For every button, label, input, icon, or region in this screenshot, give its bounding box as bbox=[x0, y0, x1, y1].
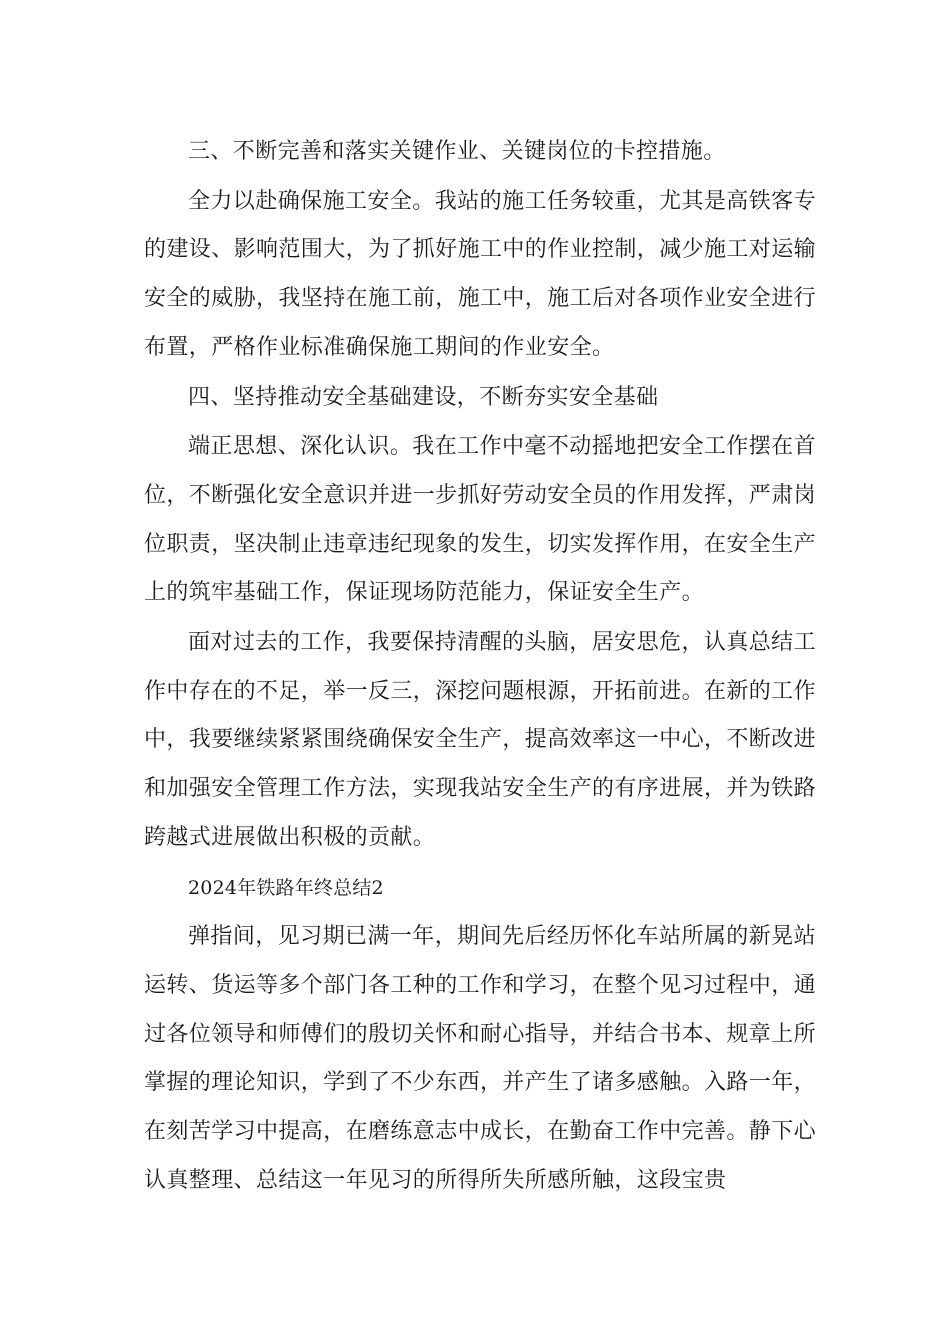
section-heading-3: 三、不断完善和落实关键作业、关键岗位的卡控措施。 bbox=[188, 139, 726, 164]
body-paragraph: 端正思想、深化认识。我在工作中毫不动摇地把安全工作摆在首位，不断强化安全意识并进一步抓好劳动安全员的作用发挥，严肃岗位职责，坚决制止违章违纪现象的发生，切实发挥作用，在安全生产上的筑牢基础工作，保证现场防范能力，保证安全生产。 bbox=[144, 434, 817, 606]
body-paragraph: 全力以赴确保施工安全。我站的施工任务较重，尤其是高铁客专的建设、影响范围大，为了抓好施工中的作业控制，减少施工对运输安全的威胁，我坚持在施工前，施工中，施工后对各项作业安全进行布置，严格作业标准确保施工期间的作业安全。 bbox=[144, 188, 817, 360]
document-subtitle: 2024年铁路年终总结2 bbox=[188, 876, 384, 899]
body-paragraph: 弹指间，见习期已满一年，期间先后经历怀化车站所属的新晃站运转、货运等多个部门各工种的工作和学习，在整个见习过程中，通过各位领导和师傅们的殷切关怀和耐心指导，并结合书本、规章上所掌握的理论知识，学到了不少东西，并产生了诸多感触。入路一年，在刻苦学习中提高，在磨练意志中成长，在勤奋工作中完善。静下心认真整理、总结这一年见习的所得所失所感所触，这段宝贵 bbox=[144, 924, 817, 1193]
section-heading-4: 四、坚持推动安全基础建设，不断夯实安全基础 bbox=[188, 384, 659, 410]
body-paragraph: 面对过去的工作，我要保持清醒的头脑，居安思危，认真总结工作中存在的不足，举一反三，深挖问题根源，开拓前进。在新的工作中，我要继续紧紧围绕确保安全生产，提高效率这一中心，不断改进和加强安全管理工作方法，实现我站安全生产的有序进展，并为铁路跨越式进展做出积极的贡献。 bbox=[144, 630, 817, 850]
document-body bbox=[144, 128, 816, 1206]
